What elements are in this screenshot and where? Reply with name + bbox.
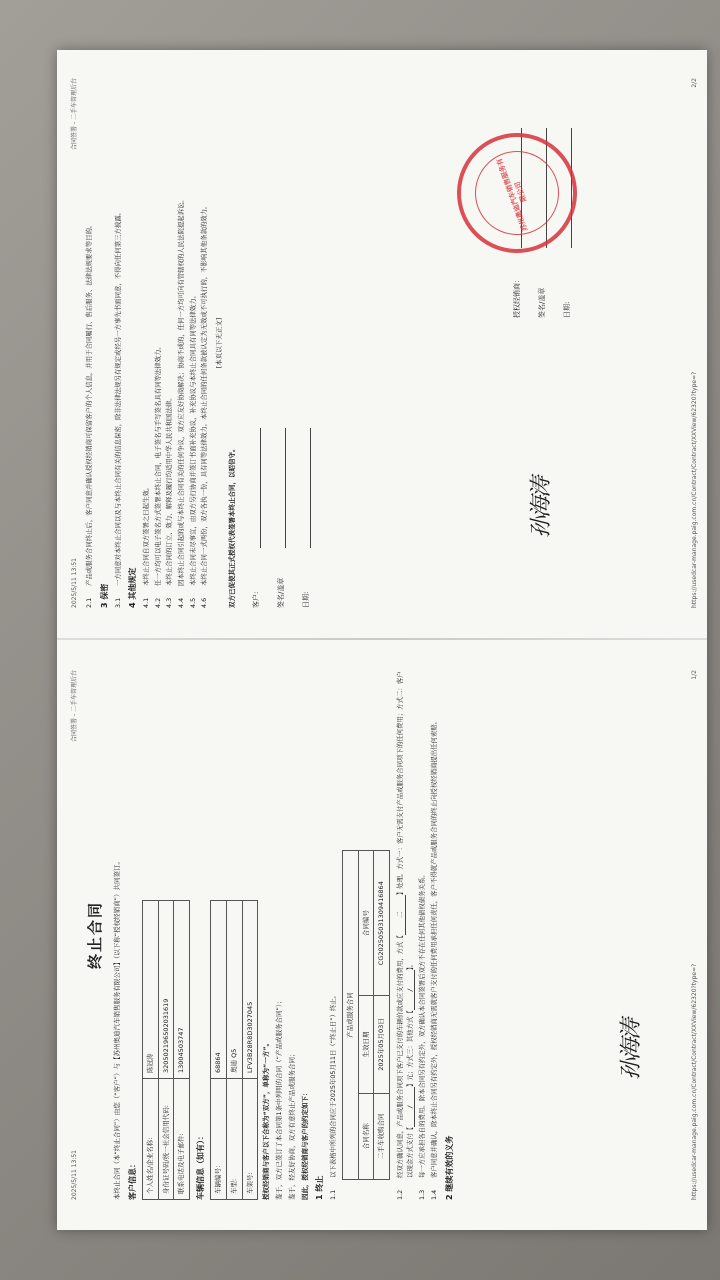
clause-text: 任一方均可以电子签名方式签署本终止合同，电子签名与手写签名具有同等法律效力。 — [153, 343, 162, 586]
cell-key: 车架号: — [242, 1079, 258, 1200]
clause-1-1: 1.1 以下表格中所列的合同应于2025年05月11日（“终止日”）终止。 — [329, 670, 338, 1200]
footer-url: https://usedcar-manage.paig.com.cn/Contract/Contract/XXView/62320?type=? — [690, 963, 698, 1200]
date-label: 日期: — [562, 301, 571, 318]
whereas-2: 鉴于，经友好协商，双方有意终止产品或服务合同； — [287, 1050, 296, 1200]
signature-label: 签名/盖章 — [537, 287, 546, 318]
dealer-label: 授权经销商： — [512, 276, 521, 318]
cell-key: 个人姓名/企业名称: — [142, 1079, 158, 1200]
signature-line — [296, 428, 311, 548]
table-row — [142, 901, 158, 1200]
signature-label: 签名/盖章 — [276, 577, 285, 608]
clause-text: 产品或服务合同终止后，客户同意并确认授权经销商可保留客户的个人信息，并用于合同履行、售后服务、法律法规要求等目的。 — [85, 221, 94, 586]
table-row — [226, 901, 242, 1200]
table-cell: 2025年05月03日 — [374, 996, 390, 1093]
clause-text: 】元；方式三：其他方式【 — [405, 1010, 414, 1087]
clause-text: 以下表格中所列的合同应于2025年05月11日（“终止日”）终止。 — [329, 991, 338, 1178]
clause-4-4: 4.4 因本终止合同引起的或与本终止合同有关的任何争议，双方应友好协商解决；协商不成的，任何一方均可向有管辖权的人民法院提起诉讼。 — [177, 78, 186, 608]
column-header: 生效日期 — [358, 996, 374, 1093]
clause-text: 每一方应承担各自的费用。除本合同另有约定外，双方确认本合同签署后双方不存在任何其他债权债务关系。 — [418, 871, 427, 1178]
customer-row — [246, 78, 261, 608]
customer-signature-block — [246, 78, 311, 608]
customer-section-title: 客户信息： — [128, 1160, 138, 1200]
vehicle-section-title: 车辆信息（如有）： — [196, 1132, 206, 1200]
table-row — [158, 901, 174, 1200]
clause-text: 本终止合同未尽事宜，由双方另行协商并签订书面补充协议，补充协议与本终止合同具有同等法律效力。 — [188, 292, 197, 586]
print-platform: 合同签署 - 二手车管理后台 — [71, 670, 78, 742]
customer-sign-row — [271, 78, 286, 608]
cell-value: LFV3B28R8D3027045 — [242, 901, 258, 1079]
clause-3-1: 3.1 一方同意对本终止合同以及与本终止合同有关的信息保密，除非法律法规另有规定或经另一方事先书面同意，不得向任何第三方披露。 — [114, 78, 123, 608]
document-title: 终止合同 — [86, 901, 105, 970]
customer-label: 客户: — [251, 591, 260, 608]
page-2 — [57, 48, 707, 638]
contract-document — [57, 50, 707, 1230]
page-footer — [691, 78, 699, 608]
contract-table — [342, 850, 390, 1180]
stamp-text: 苏州奥迪汽车销售服务有限公司 — [463, 139, 571, 247]
table-row — [211, 901, 227, 1200]
table-row — [242, 901, 258, 1200]
table-row — [174, 901, 190, 1200]
print-platform: 合同签署 - 二手车管理后台 — [71, 78, 78, 150]
customer-date-row — [296, 78, 311, 608]
closing-statement: 双方已促使其正式授权代表签署本终止合同，以昭信守。 — [227, 445, 236, 608]
table-row — [358, 851, 374, 1180]
handwritten-fill: 二 — [396, 895, 406, 935]
print-timestamp: 2025/5/11 13:51 — [71, 1150, 78, 1200]
therefore: 因此，授权经销商与客户的约定如下： — [300, 1089, 309, 1200]
handwritten-fill: / — [406, 1087, 416, 1127]
cell-key: 车辆编号： — [211, 1079, 227, 1200]
table-row — [342, 851, 358, 1180]
table-group-header: 产品或服务合同 — [342, 851, 358, 1180]
customer-info-table — [142, 900, 190, 1200]
clause-text: 经双方确认同意，产品或服务合同项下客户已支付的车辆价款或应支付的费用，方式【 — [396, 935, 405, 1178]
table-cell: CG202505031309416864 — [374, 851, 390, 996]
clause-4-5: 4.5 本终止合同未尽事宜，由双方另行协商并签订书面补充协议，补充协议与本终止合同具有同等法律效力。 — [189, 78, 198, 608]
clause-text: 本终止合同的订立、效力、解释及履行均适用中华人民共和国法律。 — [165, 394, 174, 586]
clause-text: 本终止合同一式两份，双方各执一份，具有同等法律效力。本终止合同的任何条款被认定为无效或不可执行的，不影响其他条款的效力。 — [200, 202, 209, 586]
section-3-title: 3 保密 — [99, 583, 109, 608]
clause-4-1: 4.1 本终止合同自双方签署之日起生效。 — [142, 78, 151, 608]
page-1 — [57, 640, 707, 1230]
clause-1-3: 1.3 每一方应承担各自的费用。除本合同另有约定外，双方确认本合同签署后双方不存在任何其他债权债务关系。 — [418, 670, 427, 1200]
handwritten-signature: 孙海涛 — [529, 477, 554, 538]
clause-2-1: 2.1 产品或服务合同终止后，客户同意并确认授权经销商可保留客户的个人信息，并用于合同履行、售后服务、法律法规要求等目的。 — [85, 78, 94, 608]
clause-4-2: 4.2 任一方均可以电子签名方式签署本终止合同，电子签名与手写签名具有同等法律效力。 — [154, 78, 163, 608]
cell-value: 奥迪 Q5 — [226, 901, 242, 1079]
page-header — [71, 670, 79, 1200]
cell-value: 320502196502031619 — [158, 901, 174, 1079]
table-row — [374, 851, 390, 1180]
date-label: 日期: — [301, 591, 310, 608]
section-2-title: 2 继续有效的义务 — [444, 1135, 454, 1200]
parties-note: 授权经销商与客户以下合称为“双方”，单称为“一方”。 — [262, 1039, 271, 1200]
cell-value: 陈冠涛 — [142, 901, 158, 1079]
cell-key: 车型: — [226, 1079, 242, 1200]
clause-4-6: 4.6 本终止合同一式两份，双方各执一份，具有同等法律效力。本终止合同的任何条款被认定为无效或不可执行的，不影响其他条款的效力。 — [200, 78, 209, 608]
clause-text: 】。 — [405, 960, 414, 971]
page-number: 1/2 — [690, 670, 698, 680]
clause-text: 因本终止合同引起的或与本终止合同有关的任何争议，双方应友好协商解决；协商不成的，任何一方均可向有管辖权的人民法院提起诉讼。 — [176, 196, 185, 586]
section-1-title: 1 终止 — [315, 1175, 325, 1200]
section-4-title: 4 其他规定 — [128, 567, 138, 608]
clause-text: 本终止合同自双方签署之日起生效。 — [141, 483, 150, 586]
cell-key: 身份证号码/统一社会信用代码: — [158, 1079, 174, 1200]
clause-text: 一方同意对本终止合同以及与本终止合同有关的信息保密，除非法律法规另有规定或经另一方事先书面同意，不得向任何第三方披露。 — [113, 208, 122, 586]
column-header: 合同名称 — [358, 1093, 374, 1179]
table-cell: 二手车收购合同 — [374, 1093, 390, 1179]
intro-text: 本终止合同（本“终止合同”）由您（“客户”）与【苏州奥迪汽车销售服务有限公司】（以下称“授权经销商”）共同签订。 — [113, 858, 122, 1200]
page-number: 2/2 — [690, 78, 698, 88]
column-header: 合同编号 — [358, 851, 374, 996]
signature-line — [271, 428, 286, 548]
end-note: [本页以下无正文] — [214, 317, 223, 369]
cell-key: 联系电话及电子邮件: — [174, 1079, 190, 1200]
clause-1-2: 1.2 经双方确认同意，产品或服务合同项下客户已支付的车辆价款或应支付的费用，方式【二】处理。方式一：客户无需支付产品或服务合同项下的任何费用；方式二：客户以现金方式支付【/】元；方式三：其他方式【/】。 — [396, 671, 414, 1200]
page-header — [71, 78, 79, 608]
clause-text: 客户同意并确认，除本终止合同另有约定外，授权经销商无需就客户支付的任何费用承担任何责任，客户不得就产品或服务合同的终止向授权经销商提出任何索赔。 — [430, 717, 439, 1178]
footer-url: https://usedcar-manage.paig.com.cn/Contract/Contract/XXView/62320?type=? — [690, 371, 698, 608]
clause-1-4: 1.4 客户同意并确认，除本终止合同另有约定外，授权经销商无需就客户支付的任何费用承担任何责任，客户不得就产品或服务合同的终止向授权经销商提出任何索赔。 — [430, 670, 439, 1200]
vehicle-info-table — [210, 900, 258, 1200]
handwritten-signature: 孙海涛 — [619, 1019, 644, 1080]
handwritten-fill: / — [406, 970, 416, 1010]
signature-line — [246, 428, 261, 548]
cell-value: 68864 — [211, 901, 227, 1079]
clause-4-3: 4.3 本终止合同的订立、效力、解释及履行均适用中华人民共和国法律。 — [165, 78, 174, 608]
cell-value: 13004503747 — [174, 901, 190, 1079]
print-timestamp: 2025/5/11 13:51 — [71, 558, 78, 608]
whereas-1: 鉴于，双方已签订了本合同第1条中列明的合同（“产品或服务合同”）； — [275, 997, 284, 1200]
page-footer — [691, 670, 699, 1200]
clause-text: 】处理。方式一：客户无需支付产品或服务合同项下的任何费用；方式二：客户以现金方式支付【 — [396, 671, 414, 1178]
